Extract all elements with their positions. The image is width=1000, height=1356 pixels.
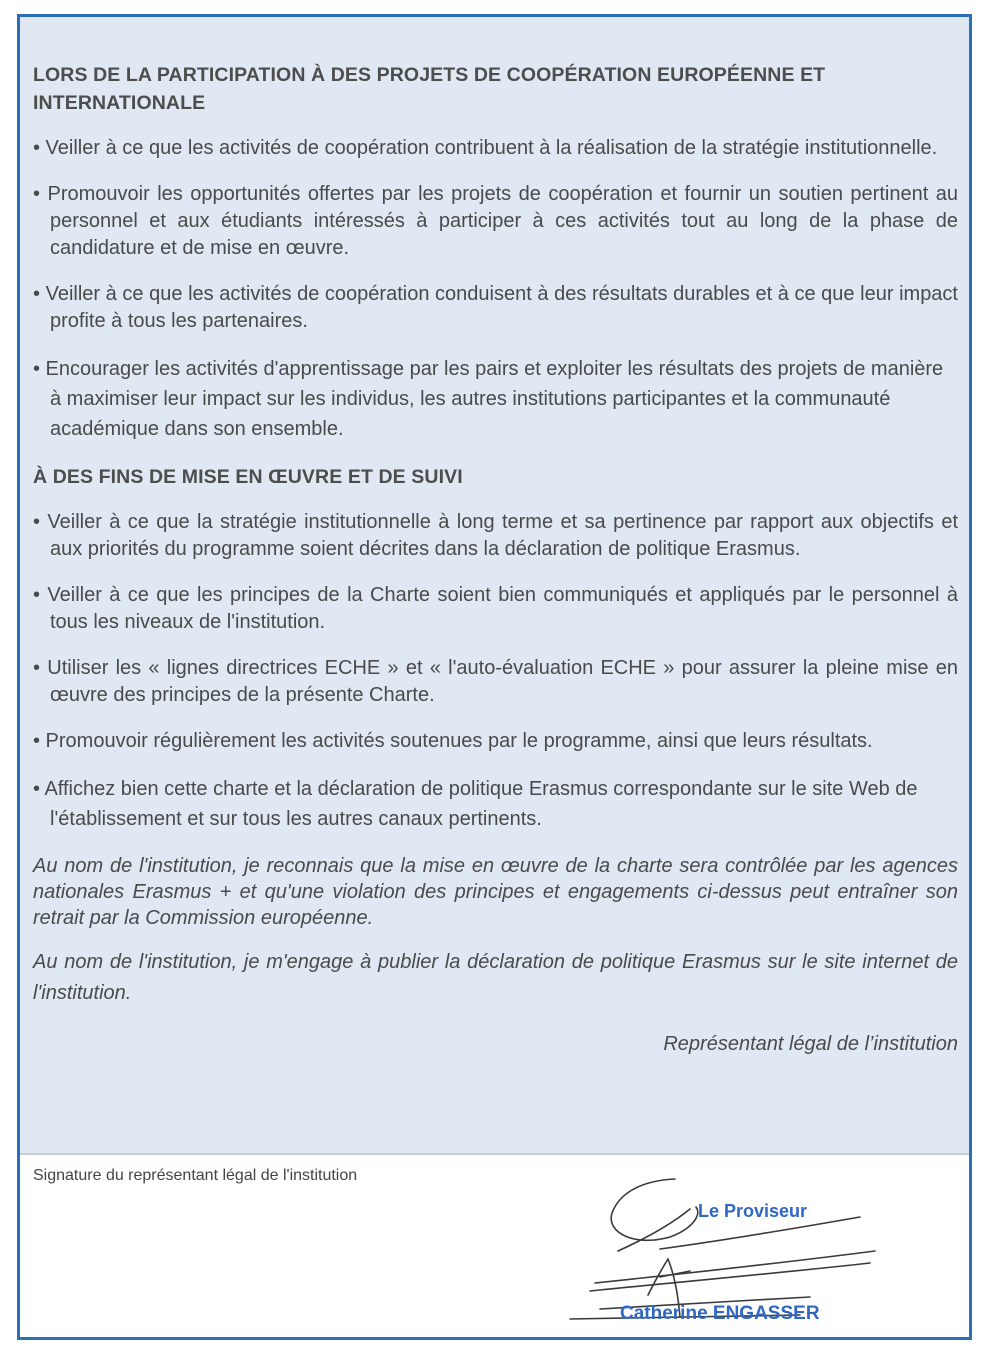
handwritten-signature: [570, 1179, 875, 1319]
commitment-item: • Affichez bien cette charte et la déclaration de politique Erasmus correspondante sur le site Web de l'établissement et sur tous les autres canaux pertinents.: [33, 778, 918, 830]
signature-label: Signature du représentant légal de l'institution: [33, 1167, 358, 1184]
commitment-item: • Veiller à ce que les principes de la Charte soient bien communiqués et appliqués par le personnel à tous les niveaux de l'institution.: [33, 584, 958, 633]
publication-statement: Au nom de l'institution, je m'engage à publier la déclaration de politique Erasmus sur le site internet de l'institution.: [33, 951, 958, 1004]
section-heading-implementation: À DES FINS DE MISE EN ŒUVRE ET DE SUIVI: [33, 466, 463, 488]
commitment-item: • Encourager les activités d'apprentissage par les pairs et exploiter les résultats des projets de manière à maximiser leur impact sur les individus, les autres institutions participantes et la communauté académique dans son ensemble.: [33, 358, 944, 440]
representative-label: Représentant légal de l’institution: [663, 1033, 958, 1055]
acknowledgement-statement: Au nom de l'institution, je reconnais que la mise en œuvre de la charte sera contrôlée par les agences nationales Erasmus + et qu'une violation des principes et engagements ci-dessus peut entraîner son retrait par la Commission européenne.: [33, 855, 958, 929]
stamp-title: Le Proviseur: [698, 1201, 808, 1221]
section-heading-cooperation: LORS DE LA PARTICIPATION À DES PROJETS DE COOPÉRATION EUROPÉENNE ET INTERNATIONALE: [33, 64, 826, 114]
commitment-item: • Veiller à ce que la stratégie institutionnelle à long terme et sa pertinence par rapport aux objectifs et aux priorités du programme soient décrites dans la déclaration de politique Erasmus.: [33, 511, 958, 560]
signature-image: [540, 1167, 900, 1337]
charter-frame: [17, 14, 972, 1340]
commitment-item: • Utiliser les « lignes directrices ECHE » et « l'auto-évaluation ECHE » pour assurer la pleine mise en œuvre des principes de la présente Charte.: [33, 657, 958, 706]
commitments-panel: [20, 17, 969, 1155]
stamp-name: Catherine ENGASSER: [620, 1303, 820, 1324]
commitment-item: • Veiller à ce que les activités de coopération conduisent à des résultats durables et à ce que leur impact profite à tous les partenaires.: [33, 283, 958, 332]
commitment-item: • Veiller à ce que les activités de coopération contribuent à la réalisation de la stratégie institutionnelle.: [33, 137, 938, 159]
commitment-item: • Promouvoir régulièrement les activités soutenues par le programme, ainsi que leurs résultats.: [33, 730, 873, 752]
commitments-content: [33, 61, 958, 1058]
commitment-item: • Promouvoir les opportunités offertes par les projets de coopération et fournir un soutien pertinent au personnel et aux étudiants intéressés à participer à ces activités tout au long de la phase de candidature et de mise en œuvre.: [33, 183, 958, 259]
